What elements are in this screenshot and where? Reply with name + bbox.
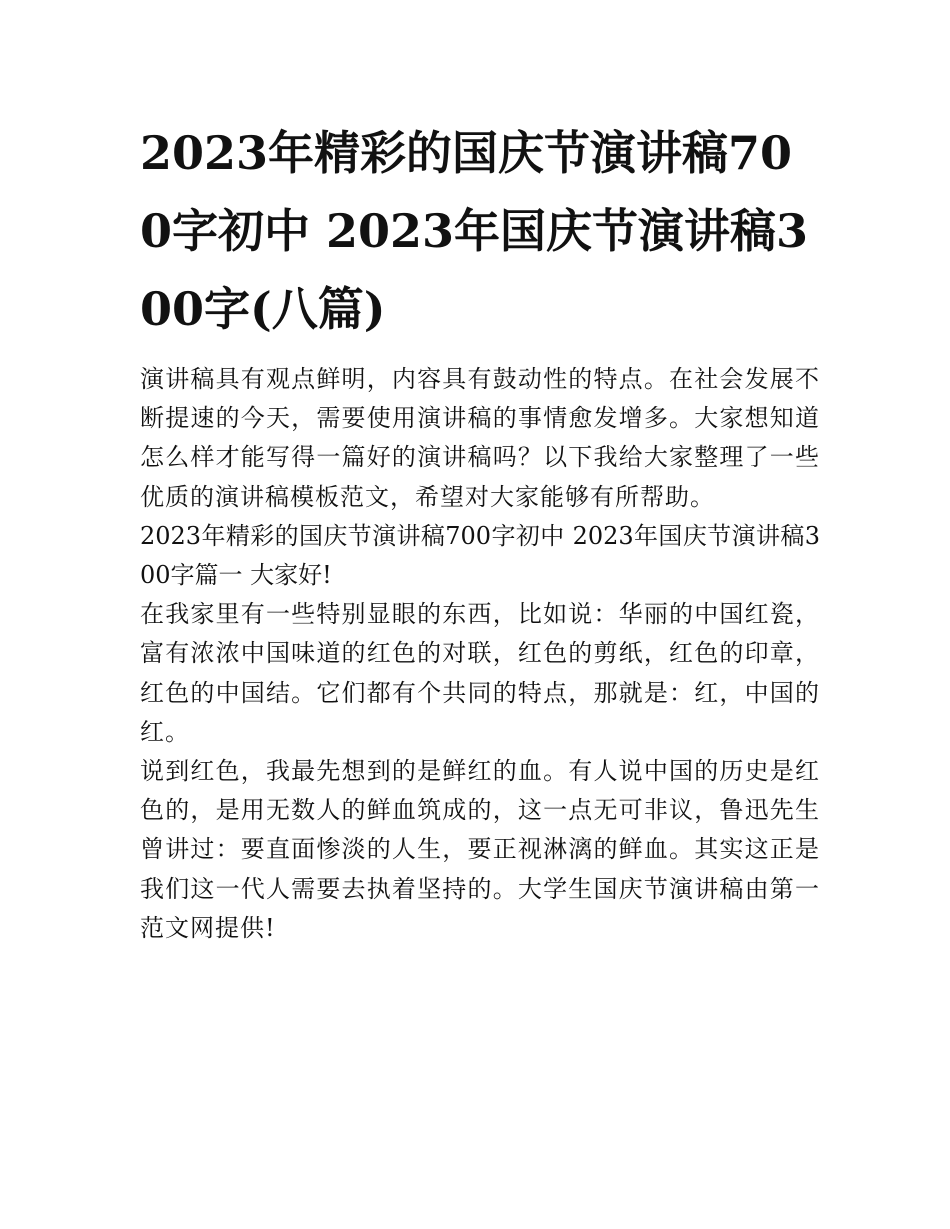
intro-paragraph: 演讲稿具有观点鲜明，内容具有鼓动性的特点。在社会发展不断提速的今天，需要使用演讲稿的事情愈发增多。大家想知道怎么样才能写得一篇好的演讲稿吗？以下我给大家整理了一些优质的演讲稿模板范文，希望对大家能够有所帮助。 xyxy=(140,365,820,511)
section-heading-paragraph: 2023年精彩的国庆节演讲稿700字初中 2023年国庆节演讲稿300字篇一 大家好! xyxy=(140,521,820,590)
document-content xyxy=(140,114,820,948)
document-body xyxy=(140,360,820,948)
body-paragraph-red-blood: 说到红色，我最先想到的是鲜红的血。有人说中国的历史是红色的，是用无数人的鲜血筑成的，这一点无可非议，鲁迅先生曾讲过：要直面惨淡的人生，要正视淋漓的鲜血。其实这正是我们这一代人需要去执着坚持的。大学生国庆节演讲稿由第一范文网提供! xyxy=(140,757,820,942)
document-title: 2023年精彩的国庆节演讲稿700字初中 2023年国庆节演讲稿300字(八篇) xyxy=(140,126,809,336)
body-paragraph-red-things: 在我家里有一些特别显眼的东西，比如说：华丽的中国红瓷，富有浓浓中国味道的红色的对联，红色的剪纸，红色的印章，红色的中国结。它们都有个共同的特点，那就是：红，中国的红。 xyxy=(140,600,820,746)
